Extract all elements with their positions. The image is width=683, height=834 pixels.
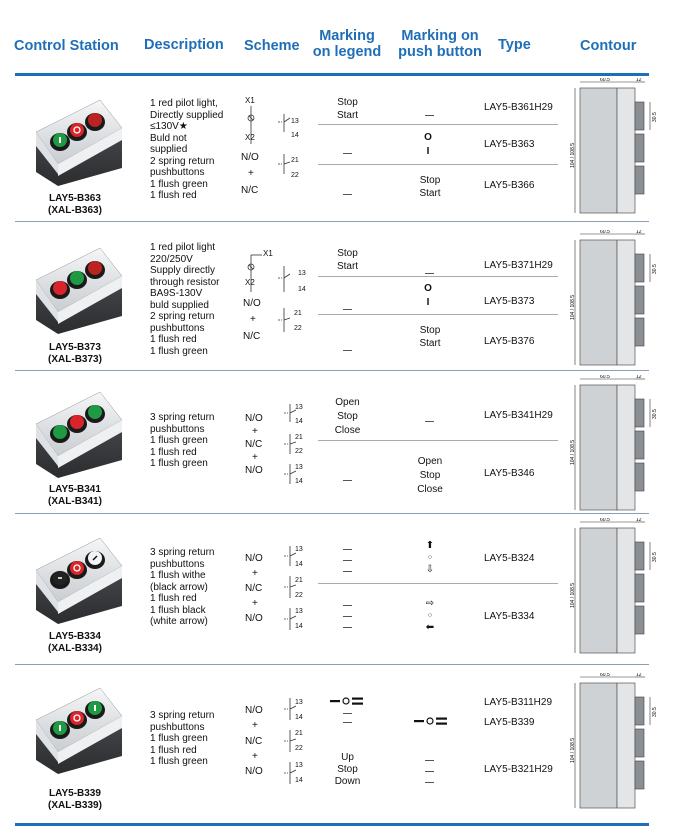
arrow-down-outline-icon: ⇩ (425, 564, 435, 575)
contour-dimension: 60.5 (600, 230, 610, 235)
header-marking-on-legend: Marking on legend (312, 28, 382, 60)
contour-drawing (570, 673, 660, 813)
header-marking-on-push-button: Marking on push button (398, 28, 482, 60)
contour-dimension: 104 / 108.5 (570, 737, 576, 763)
header-type: Type (498, 37, 531, 53)
contour-dimension: 104 / 108.5 (570, 582, 576, 608)
type-code: LAY5-B311H29 (484, 697, 553, 708)
cell-divider (318, 440, 558, 441)
type-code: LAY5-B363 (484, 139, 535, 150)
contour-dimension: 12 (636, 673, 642, 678)
type-code: LAY5-B366 (484, 180, 535, 191)
cell-divider (318, 314, 558, 315)
legend-dash (343, 145, 352, 163)
arrow-left-icon: ⬅ (425, 622, 435, 633)
footer-rule (15, 823, 649, 826)
control-station-image (30, 678, 125, 776)
contour-dimension: 60.5 (600, 375, 610, 380)
control-station-image (30, 238, 125, 336)
contour-dimension: 12 (636, 78, 642, 83)
legend-dash-group (343, 709, 352, 727)
legend-dash (343, 301, 352, 319)
cell-divider (318, 276, 558, 277)
row-separator (15, 513, 649, 514)
push-button-dash (425, 107, 434, 125)
contour-dimension: 60.5 (600, 78, 610, 83)
header-scheme: Scheme (244, 38, 300, 54)
jog-symbol-icon (414, 716, 452, 726)
contour-drawing (570, 230, 660, 370)
contour-dimension: 12 (636, 518, 642, 523)
arrow-symbols-vertical (418, 540, 442, 576)
description: 1 red pilot light, Directly supplied ≤130V★ Buld not supplied 2 spring return pushbuttons 1 flush green 1 flush red (150, 98, 224, 201)
model-label: LAY5-B373 (XAL-B373) (48, 342, 102, 365)
contour-drawing (570, 375, 660, 515)
contour-dimension: 30.5 (652, 707, 658, 717)
contour-dimension: 30.5 (652, 112, 658, 122)
push-button-symbols: O I (424, 132, 432, 157)
contour-dimension: 30.5 (652, 264, 658, 274)
contour-dimension: 104 / 108.5 (570, 142, 576, 168)
arrow-right-outline-icon: ⇨ (425, 598, 435, 609)
legend-dash-group (343, 600, 352, 633)
contour-drawing (570, 78, 660, 218)
row-separator (15, 221, 649, 222)
description: 3 spring return pushbuttons 1 flush green 1 flush red 1 flush green (150, 710, 215, 767)
push-button-dash-group (425, 755, 434, 788)
jog-symbol-icon (330, 696, 368, 706)
circle-icon: ○ (427, 612, 433, 619)
push-button-dash (425, 265, 434, 283)
push-button-text: Stop Start (419, 325, 441, 349)
cell-divider (318, 164, 558, 165)
legend-dash (343, 186, 352, 204)
header-rule (15, 73, 649, 76)
contour-dimension: 12 (636, 375, 642, 380)
model-label: LAY5-B339 (XAL-B339) (48, 788, 102, 811)
legend-dash-group (343, 544, 352, 577)
header-description: Description (144, 37, 224, 53)
legend-dash (343, 472, 352, 490)
header-control-station: Control Station (14, 38, 119, 54)
arrow-up-icon: ⬆ (425, 540, 435, 551)
legend-marking: Stop Start (336, 248, 359, 272)
contour-dimension: 30.5 (652, 552, 658, 562)
contour-dimension: 60.5 (600, 673, 610, 678)
type-code: LAY5-B361H29 (484, 102, 553, 113)
row-separator (15, 370, 649, 371)
legend-marking: Up Stop Down (334, 752, 361, 787)
cell-divider (318, 124, 558, 125)
type-code: LAY5-B346 (484, 468, 535, 479)
contour-dimension: 30.5 (652, 409, 658, 419)
type-code: LAY5-B371H29 (484, 260, 553, 271)
arrow-symbols-horizontal (418, 598, 442, 634)
type-code: LAY5-B321H29 (484, 764, 553, 775)
legend-marking: Open Stop Close (334, 397, 361, 436)
type-code: LAY5-B324 (484, 553, 535, 564)
row-separator (15, 664, 649, 665)
model-label: LAY5-B341 (XAL-B341) (48, 484, 102, 507)
contour-dimension: 12 (636, 230, 642, 235)
description: 1 red pilot light 220/250V Supply directly through resistor BA9S-130V buld supplied 2 spring return pushbuttons 1 flush red 1 flush green (150, 242, 220, 357)
push-button-text: Open Stop Close (417, 456, 443, 495)
type-code: LAY5-B373 (484, 296, 535, 307)
description: 3 spring return pushbuttons 1 flush green 1 flush red 1 flush green (150, 412, 215, 469)
type-code: LAY5-B339 (484, 717, 535, 728)
contour-dimension: 60.5 (600, 518, 610, 523)
contour-dimension: 104 / 108.5 (570, 439, 576, 465)
header-contour: Contour (580, 38, 637, 54)
legend-marking: Stop Start (336, 97, 359, 121)
cell-divider (318, 583, 558, 584)
push-button-dash (425, 413, 434, 431)
type-code: LAY5-B334 (484, 611, 535, 622)
type-code: LAY5-B376 (484, 336, 535, 347)
control-station-image (30, 382, 125, 480)
push-button-text: Stop Start (419, 175, 441, 199)
control-station-image (30, 528, 125, 626)
description: 3 spring return pushbuttons 1 flush withe (black arrow) 1 flush red 1 flush black (white arrow) (150, 547, 215, 627)
contour-drawing (570, 518, 660, 658)
contour-dimension: 104 / 108.5 (570, 294, 576, 320)
circle-icon: ○ (427, 554, 433, 561)
model-label: LAY5-B334 (XAL-B334) (48, 631, 102, 654)
type-code: LAY5-B341H29 (484, 410, 553, 421)
model-label: LAY5-B363 (XAL-B363) (48, 193, 102, 216)
push-button-symbols: O I (424, 283, 432, 308)
legend-dash (343, 342, 352, 360)
control-station-image (30, 90, 125, 188)
